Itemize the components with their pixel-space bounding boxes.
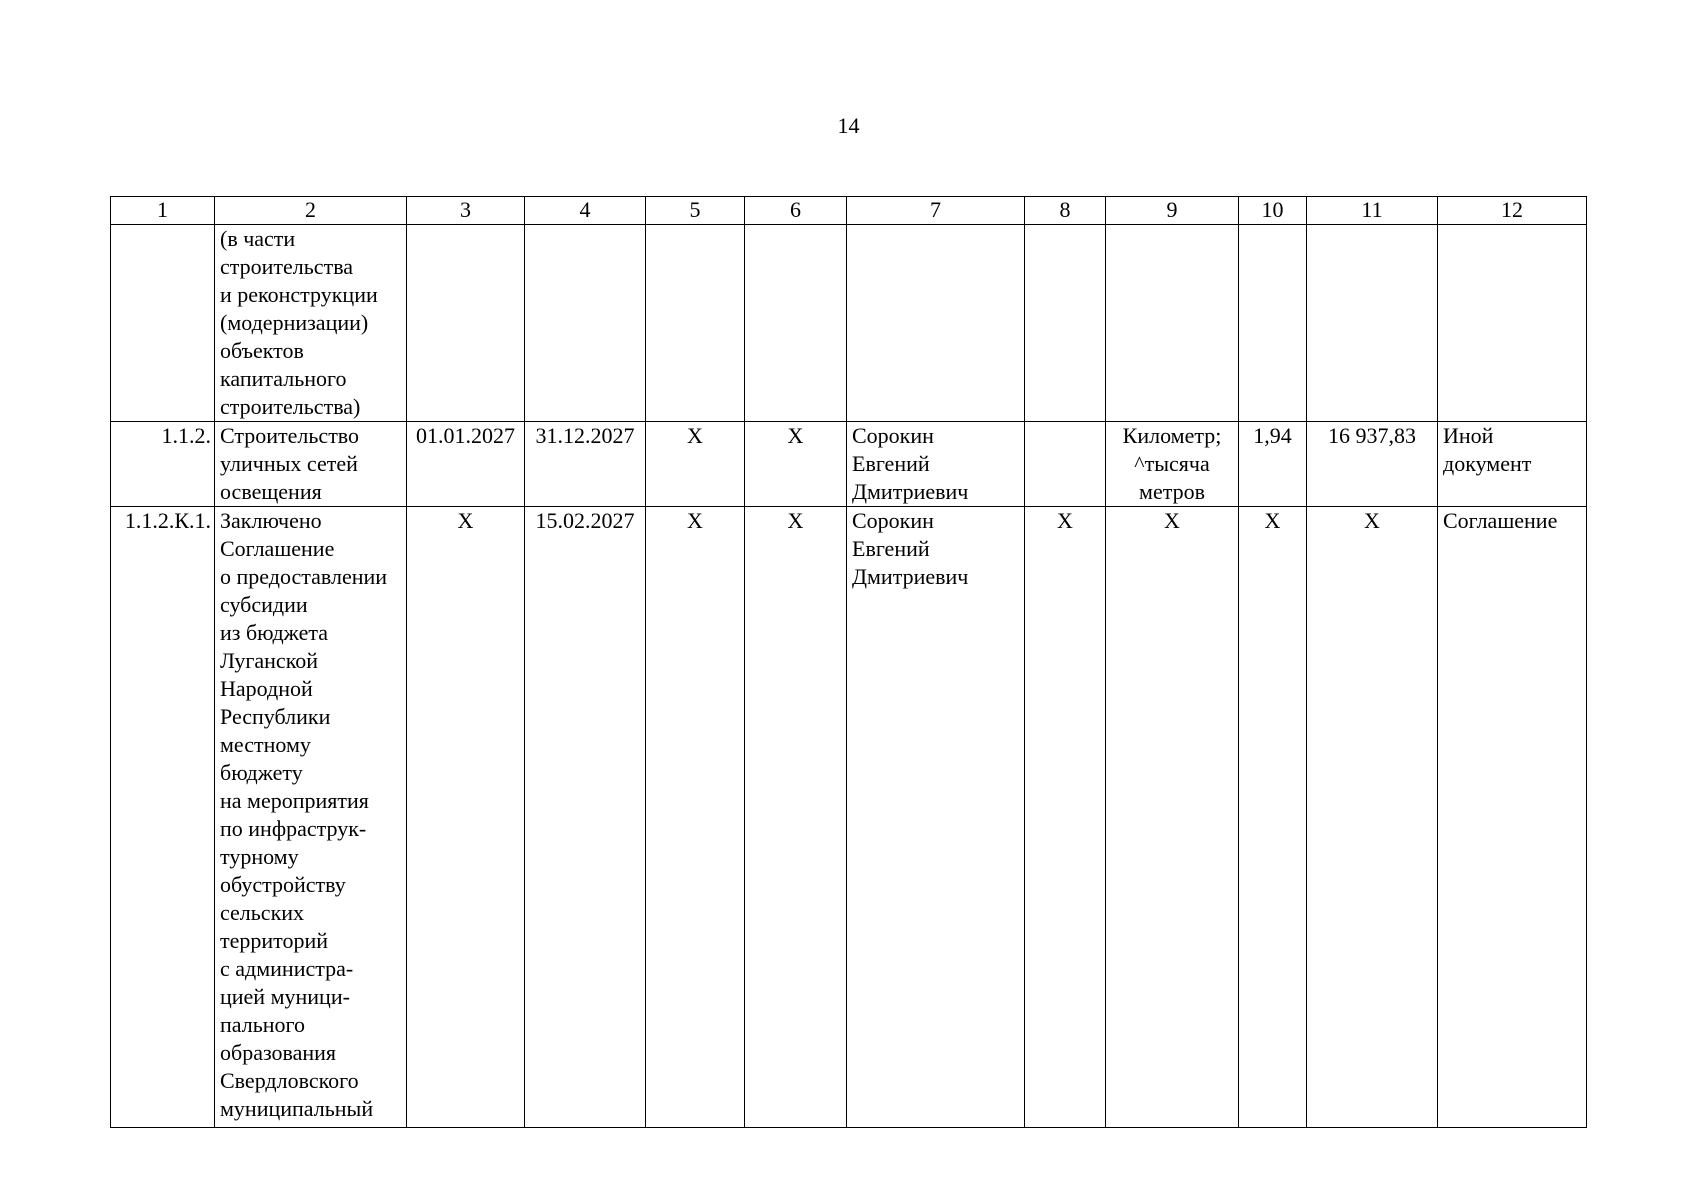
column-number-row <box>111 197 1587 225</box>
table-cell-c1 <box>111 225 215 422</box>
cell-line: Сорокин <box>852 508 934 533</box>
cell-line: и реконструкции <box>220 282 378 307</box>
cell-line: пального <box>220 1012 305 1037</box>
table-cell-c10: Х <box>1239 507 1307 1128</box>
cell-line: Заключено <box>220 508 322 533</box>
cell-line: на мероприятия <box>220 788 369 813</box>
table-cell-c10: 1,94 <box>1239 422 1307 507</box>
table-cell-c10 <box>1239 225 1307 422</box>
column-header: 11 <box>1307 197 1438 225</box>
table-cell-c6 <box>745 225 847 422</box>
cell-line: местному <box>220 732 311 757</box>
table-cell-c7 <box>847 422 1025 507</box>
cell-line: турному <box>220 844 299 869</box>
table-cell-c2 <box>215 422 407 507</box>
cell-line: Народной <box>220 676 313 701</box>
cell-line: Строительство <box>220 423 360 448</box>
column-header: 4 <box>525 197 646 225</box>
column-header: 2 <box>215 197 407 225</box>
cell-line: Сорокин <box>852 423 934 448</box>
cell-line: (в части <box>220 226 296 251</box>
cell-line: Дмитриевич <box>852 564 969 589</box>
cell-line: строительства <box>220 254 354 279</box>
table-cell-c8: Х <box>1025 507 1106 1128</box>
table-cell-c9 <box>1106 422 1239 507</box>
data-table <box>110 196 1587 1128</box>
table-cell-c9 <box>1106 225 1239 422</box>
cell-line: по инфраструк- <box>220 816 367 841</box>
table-row <box>111 422 1587 507</box>
table-cell-c3: Х <box>407 507 525 1128</box>
cell-line: документ <box>1443 451 1532 476</box>
cell-line: Иной <box>1443 423 1494 448</box>
table-row <box>111 507 1587 1128</box>
table-cell-c12 <box>1438 225 1587 422</box>
table-cell-c4: 31.12.2027 <box>525 422 646 507</box>
cell-line: Соглашение <box>1443 508 1558 533</box>
cell-line: субсидии <box>220 592 308 617</box>
table-cell-c12 <box>1438 507 1587 1128</box>
cell-line: Х <box>1164 508 1180 533</box>
cell-line: Республики <box>220 704 331 729</box>
table-cell-c2 <box>215 507 407 1128</box>
table-cell-c3 <box>407 225 525 422</box>
table-cell-c6: Х <box>745 507 847 1128</box>
table-cell-c5 <box>646 225 745 422</box>
cell-line: капитального <box>220 366 347 391</box>
column-header: 12 <box>1438 197 1587 225</box>
table-cell-c9 <box>1106 507 1239 1128</box>
column-header: 3 <box>407 197 525 225</box>
cell-line: бюджету <box>220 760 303 785</box>
cell-line: Евгений <box>852 536 930 561</box>
table-cell-c11 <box>1307 225 1438 422</box>
table-row <box>111 225 1587 422</box>
table-cell-c7 <box>847 225 1025 422</box>
table-cell-c5: Х <box>646 507 745 1128</box>
table-cell-c1: 1.1.2. <box>111 422 215 507</box>
cell-line: обустройству <box>220 872 346 897</box>
table-cell-c12 <box>1438 422 1587 507</box>
table-cell-c5: Х <box>646 422 745 507</box>
table-cell-c7 <box>847 507 1025 1128</box>
cell-line: (модернизации) <box>220 310 369 335</box>
cell-line: о предоставлении <box>220 564 388 589</box>
cell-line: ^тысяча <box>1134 451 1210 476</box>
table-body <box>111 225 1587 1128</box>
cell-line: Свердловского <box>220 1068 359 1093</box>
cell-line: метров <box>1139 479 1205 504</box>
cell-line: цией муници- <box>220 984 350 1009</box>
cell-line: строительства) <box>220 394 361 419</box>
column-header: 8 <box>1025 197 1106 225</box>
cell-line: уличных сетей <box>220 451 358 476</box>
table-cell-c8 <box>1025 225 1106 422</box>
cell-line: муниципальный <box>220 1096 374 1121</box>
table-cell-c8 <box>1025 422 1106 507</box>
table-cell-c2 <box>215 225 407 422</box>
column-header: 9 <box>1106 197 1239 225</box>
page-number: 14 <box>837 113 860 138</box>
cell-line: сельских <box>220 900 305 925</box>
cell-line: Соглашение <box>220 536 335 561</box>
table-cell-c3: 01.01.2027 <box>407 422 525 507</box>
cell-line: Дмитриевич <box>852 479 969 504</box>
column-header: 1 <box>111 197 215 225</box>
cell-line: образования <box>220 1040 337 1065</box>
table-cell-c6: Х <box>745 422 847 507</box>
column-header: 5 <box>646 197 745 225</box>
column-header: 10 <box>1239 197 1307 225</box>
table-cell-c1: 1.1.2.К.1. <box>111 507 215 1128</box>
column-header: 7 <box>847 197 1025 225</box>
table-cell-c4 <box>525 225 646 422</box>
cell-line: освещения <box>220 479 322 504</box>
table-cell-c11: Х <box>1307 507 1438 1128</box>
table-cell-c4: 15.02.2027 <box>525 507 646 1128</box>
cell-line: с администра- <box>220 956 354 981</box>
cell-line: Евгений <box>852 451 930 476</box>
cell-line: из бюджета <box>220 620 328 645</box>
cell-line: Луганской <box>220 648 319 673</box>
cell-line: Километр; <box>1122 423 1222 448</box>
cell-line: территорий <box>220 928 329 953</box>
column-header: 6 <box>745 197 847 225</box>
table-cell-c11: 16 937,83 <box>1307 422 1438 507</box>
cell-line: объектов <box>220 338 304 363</box>
